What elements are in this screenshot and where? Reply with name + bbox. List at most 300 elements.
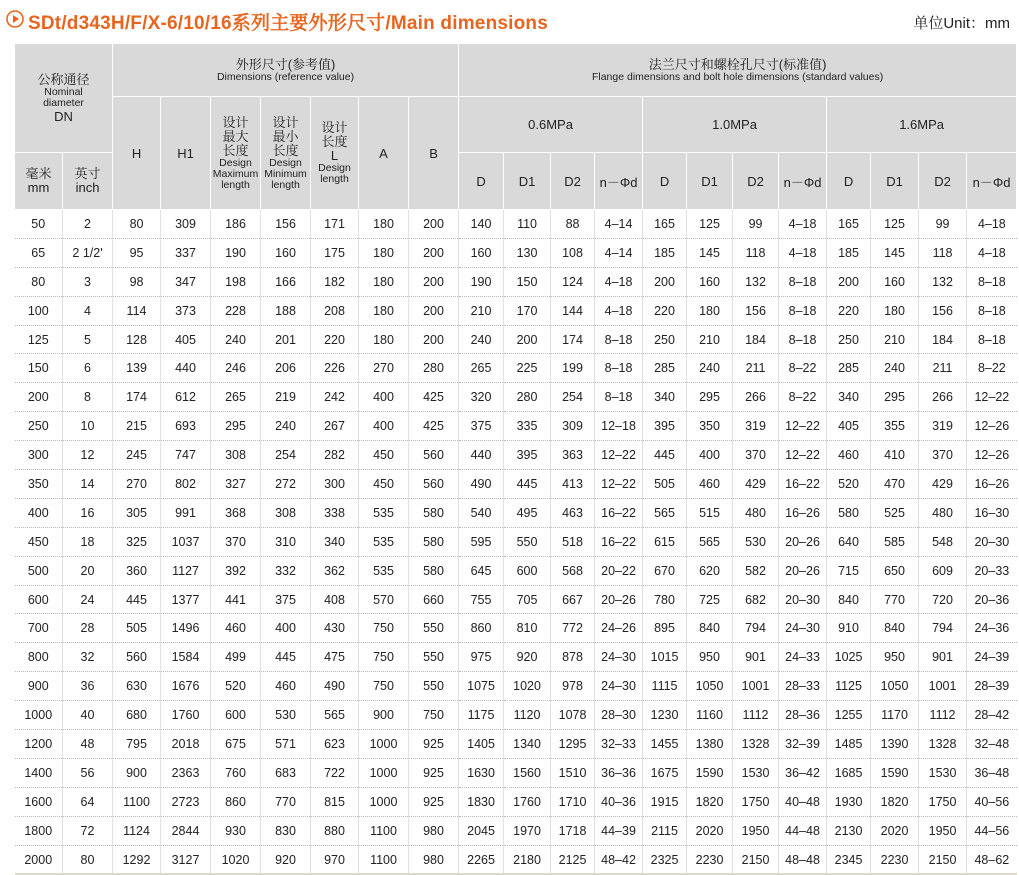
table-cell: 470: [871, 470, 919, 499]
table-cell: 570: [359, 585, 409, 614]
table-cell: 20–36: [967, 585, 1017, 614]
table-cell: 1078: [551, 701, 595, 730]
table-cell: 228: [211, 296, 261, 325]
table-cell: 1125: [827, 672, 871, 701]
table-cell: 335: [504, 412, 551, 441]
table-row: [15, 296, 1017, 325]
table-cell: 18: [63, 527, 113, 556]
design-length-l-header: 设计 长度 L Design length: [311, 97, 359, 210]
table-cell: 970: [311, 845, 359, 874]
table-cell: 24–30: [595, 672, 643, 701]
table-cell: 300: [15, 441, 63, 470]
dimensions-table: [14, 43, 1017, 875]
table-cell: 650: [871, 556, 919, 585]
table-cell: 20–22: [595, 556, 643, 585]
table-cell: 565: [687, 527, 733, 556]
table-cell: 12–26: [967, 412, 1017, 441]
table-cell: 24–33: [779, 643, 827, 672]
table-cell: 350: [687, 412, 733, 441]
table-cell: 530: [733, 527, 779, 556]
table-cell: 285: [827, 354, 871, 383]
flange-header: 法兰尺寸和螺栓孔尺寸(标准值) Flange dimensions and bolt hole dimensions (standard values): [459, 44, 1017, 97]
table-cell: 280: [504, 383, 551, 412]
table-cell: 1328: [919, 730, 967, 759]
table-cell: 10: [63, 412, 113, 441]
table-cell: 1820: [871, 787, 919, 816]
table-cell: 12–26: [967, 441, 1017, 470]
table-cell: 215: [113, 412, 161, 441]
table-cell: 1930: [827, 787, 871, 816]
table-cell: 4–14: [595, 210, 643, 239]
table-cell: 145: [687, 238, 733, 267]
sub-d1-header: D1: [687, 153, 733, 210]
table-cell: 200: [409, 267, 459, 296]
table-cell: 560: [409, 470, 459, 499]
table-cell: 747: [161, 441, 211, 470]
table-cell: 2723: [161, 787, 211, 816]
table-cell: 505: [113, 614, 161, 643]
table-cell: 560: [409, 441, 459, 470]
table-cell: 280: [409, 354, 459, 383]
table-cell: 860: [211, 787, 261, 816]
table-cell: 270: [359, 354, 409, 383]
table-cell: 4–18: [779, 210, 827, 239]
table-cell: 99: [919, 210, 967, 239]
table-cell: 3127: [161, 845, 211, 874]
table-cell: 550: [409, 672, 459, 701]
table-cell: 20–26: [595, 585, 643, 614]
table-cell: 180: [359, 210, 409, 239]
table-cell: 1050: [871, 672, 919, 701]
table-cell: 265: [211, 383, 261, 412]
sub-d2-header: D2: [919, 153, 967, 210]
table-cell: 1496: [161, 614, 211, 643]
table-cell: 44–56: [967, 816, 1017, 845]
table-cell: 585: [871, 527, 919, 556]
table-cell: 925: [409, 730, 459, 759]
table-cell: 2230: [871, 845, 919, 874]
table-cell: 340: [827, 383, 871, 412]
table-row: [15, 210, 1017, 239]
table-cell: 65: [15, 238, 63, 267]
table-cell: 405: [827, 412, 871, 441]
table-cell: 199: [551, 354, 595, 383]
table-cell: 750: [359, 672, 409, 701]
table-cell: 640: [827, 527, 871, 556]
table-cell: 772: [551, 614, 595, 643]
table-cell: 220: [311, 325, 359, 354]
table-cell: 226: [311, 354, 359, 383]
table-cell: 794: [919, 614, 967, 643]
table-cell: 300: [311, 470, 359, 499]
table-cell: 1200: [15, 730, 63, 759]
table-cell: 270: [113, 470, 161, 499]
table-cell: 1001: [919, 672, 967, 701]
table-cell: 615: [643, 527, 687, 556]
table-row: [15, 325, 1017, 354]
table-cell: 978: [551, 672, 595, 701]
table-cell: 206: [261, 354, 311, 383]
table-cell: 200: [827, 267, 871, 296]
table-cell: 1510: [551, 758, 595, 787]
table-cell: 2125: [551, 845, 595, 874]
table-cell: 144: [551, 296, 595, 325]
table-cell: 475: [311, 643, 359, 672]
table-cell: 165: [827, 210, 871, 239]
table-row: [15, 672, 1017, 701]
table-cell: 285: [643, 354, 687, 383]
table-cell: 16: [63, 498, 113, 527]
sub-d-header: D: [643, 153, 687, 210]
table-cell: 1675: [643, 758, 687, 787]
table-cell: 500: [15, 556, 63, 585]
table-cell: 272: [261, 470, 311, 499]
table-cell: 480: [733, 498, 779, 527]
table-cell: 8–18: [967, 325, 1017, 354]
table-cell: 332: [261, 556, 311, 585]
table-cell: 200: [409, 210, 459, 239]
nominal-diameter-header: 公称通径 Nominal diameter DN: [15, 44, 113, 153]
table-cell: 338: [311, 498, 359, 527]
table-cell: 1112: [919, 701, 967, 730]
sub-nd-header: n－Φd: [595, 153, 643, 210]
table-cell: 660: [409, 585, 459, 614]
table-cell: 160: [687, 267, 733, 296]
col-h1-header: H1: [161, 97, 211, 210]
table-cell: 14: [63, 470, 113, 499]
table-cell: 48–42: [595, 845, 643, 874]
table-cell: 895: [643, 614, 687, 643]
table-cell: 254: [551, 383, 595, 412]
table-cell: 1124: [113, 816, 161, 845]
table-cell: 20–30: [779, 585, 827, 614]
table-cell: 445: [504, 470, 551, 499]
table-cell: 2844: [161, 816, 211, 845]
table-cell: 6: [63, 354, 113, 383]
table-cell: 1255: [827, 701, 871, 730]
table-cell: 12–22: [967, 383, 1017, 412]
table-cell: 125: [871, 210, 919, 239]
table-cell: 2130: [827, 816, 871, 845]
table-cell: 250: [643, 325, 687, 354]
table-cell: 535: [359, 527, 409, 556]
table-cell: 12: [63, 441, 113, 470]
table-cell: 450: [359, 441, 409, 470]
table-cell: 2150: [733, 845, 779, 874]
table-cell: 180: [871, 296, 919, 325]
table-cell: 373: [161, 296, 211, 325]
table-cell: 114: [113, 296, 161, 325]
table-cell: 505: [643, 470, 687, 499]
table-row: [15, 816, 1017, 845]
table-cell: 450: [359, 470, 409, 499]
sub-d2-header: D2: [551, 153, 595, 210]
table-cell: 308: [261, 498, 311, 527]
table-cell: 210: [459, 296, 504, 325]
pressure-0-6-header: 0.6MPa: [459, 97, 643, 153]
table-cell: 2115: [643, 816, 687, 845]
table-cell: 609: [919, 556, 967, 585]
table-cell: 1676: [161, 672, 211, 701]
table-cell: 24–39: [967, 643, 1017, 672]
table-cell: 211: [733, 354, 779, 383]
table-cell: 375: [261, 585, 311, 614]
table-cell: 40–56: [967, 787, 1017, 816]
table-cell: 410: [871, 441, 919, 470]
table-cell: 362: [311, 556, 359, 585]
table-cell: 309: [551, 412, 595, 441]
table-cell: 991: [161, 498, 211, 527]
table-cell: 4–18: [595, 267, 643, 296]
table-cell: 8–22: [779, 383, 827, 412]
table-cell: 118: [919, 238, 967, 267]
table-cell: 128: [113, 325, 161, 354]
table-cell: 405: [161, 325, 211, 354]
table-cell: 1584: [161, 643, 211, 672]
table-cell: 480: [919, 498, 967, 527]
table-cell: 48–48: [779, 845, 827, 874]
table-cell: 4–18: [779, 238, 827, 267]
table-cell: 2325: [643, 845, 687, 874]
table-cell: 156: [733, 296, 779, 325]
table-cell: 160: [871, 267, 919, 296]
table-cell: 190: [211, 238, 261, 267]
table-cell: 254: [261, 441, 311, 470]
table-cell: 1127: [161, 556, 211, 585]
table-cell: 1340: [504, 730, 551, 759]
table-cell: 8–18: [967, 267, 1017, 296]
table-cell: 878: [551, 643, 595, 672]
table-cell: 124: [551, 267, 595, 296]
table-cell: 1295: [551, 730, 595, 759]
table-cell: 72: [63, 816, 113, 845]
table-cell: 1710: [551, 787, 595, 816]
table-cell: 1075: [459, 672, 504, 701]
table-cell: 310: [261, 527, 311, 556]
sub-nd-header: n－Φd: [779, 153, 827, 210]
table-cell: 24–30: [779, 614, 827, 643]
table-cell: 363: [551, 441, 595, 470]
table-cell: 8–18: [779, 325, 827, 354]
table-cell: 1760: [504, 787, 551, 816]
table-cell: 174: [113, 383, 161, 412]
table-cell: 200: [643, 267, 687, 296]
table-cell: 400: [15, 498, 63, 527]
table-cell: 1718: [551, 816, 595, 845]
table-cell: 319: [919, 412, 967, 441]
table-cell: 360: [113, 556, 161, 585]
table-cell: 400: [687, 441, 733, 470]
table-cell: 44–39: [595, 816, 643, 845]
table-cell: 308: [211, 441, 261, 470]
table-cell: 645: [459, 556, 504, 585]
table-cell: 50: [15, 210, 63, 239]
table-cell: 250: [827, 325, 871, 354]
table-cell: 795: [113, 730, 161, 759]
table-cell: 246: [211, 354, 261, 383]
table-cell: 5: [63, 325, 113, 354]
table-cell: 171: [311, 210, 359, 239]
table-cell: 160: [261, 238, 311, 267]
table-row: [15, 730, 1017, 759]
table-cell: 920: [504, 643, 551, 672]
table-cell: 460: [687, 470, 733, 499]
table-cell: 240: [687, 354, 733, 383]
table-cell: 266: [919, 383, 967, 412]
table-cell: 720: [919, 585, 967, 614]
table-cell: 190: [459, 267, 504, 296]
table-cell: 1020: [504, 672, 551, 701]
table-row: [15, 614, 1017, 643]
table-cell: 36–36: [595, 758, 643, 787]
table-cell: 571: [261, 730, 311, 759]
table-cell: 794: [733, 614, 779, 643]
table-cell: 40–36: [595, 787, 643, 816]
table-cell: 8–22: [967, 354, 1017, 383]
table-cell: 900: [113, 758, 161, 787]
table-cell: 340: [311, 527, 359, 556]
table-cell: 550: [504, 527, 551, 556]
table-cell: 910: [827, 614, 871, 643]
table-cell: 8–18: [595, 325, 643, 354]
table-cell: 1112: [733, 701, 779, 730]
table-cell: 2020: [871, 816, 919, 845]
table-cell: 240: [261, 412, 311, 441]
table-cell: 925: [409, 787, 459, 816]
table-cell: 24–36: [967, 614, 1017, 643]
table-cell: 548: [919, 527, 967, 556]
table-cell: 1820: [687, 787, 733, 816]
table-row: [15, 354, 1017, 383]
table-cell: 1377: [161, 585, 211, 614]
table-cell: 28–39: [967, 672, 1017, 701]
table-cell: 550: [409, 643, 459, 672]
table-cell: 309: [161, 210, 211, 239]
table-cell: 28: [63, 614, 113, 643]
table-cell: 1530: [919, 758, 967, 787]
table-cell: 36–42: [779, 758, 827, 787]
table-cell: 319: [733, 412, 779, 441]
table-cell: 8–18: [595, 354, 643, 383]
table-cell: 580: [827, 498, 871, 527]
play-circle-icon: [6, 10, 24, 28]
table-cell: 1685: [827, 758, 871, 787]
table-cell: 32–39: [779, 730, 827, 759]
table-cell: 211: [919, 354, 967, 383]
table-row: [15, 845, 1017, 874]
table-cell: 340: [643, 383, 687, 412]
table-cell: 327: [211, 470, 261, 499]
table-cell: 565: [311, 701, 359, 730]
table-cell: 4–18: [595, 296, 643, 325]
sub-d1-header: D1: [504, 153, 551, 210]
table-cell: 1485: [827, 730, 871, 759]
table-cell: 370: [211, 527, 261, 556]
table-cell: 499: [211, 643, 261, 672]
table-cell: 682: [733, 585, 779, 614]
table-cell: 1760: [161, 701, 211, 730]
table-cell: 540: [459, 498, 504, 527]
table-cell: 582: [733, 556, 779, 585]
table-cell: 1750: [733, 787, 779, 816]
table-cell: 370: [919, 441, 967, 470]
table-cell: 600: [15, 585, 63, 614]
table-cell: 266: [733, 383, 779, 412]
col-a-header: A: [359, 97, 409, 210]
table-cell: 267: [311, 412, 359, 441]
table-row: [15, 498, 1017, 527]
table-cell: 429: [733, 470, 779, 499]
table-cell: 201: [261, 325, 311, 354]
table-cell: 400: [359, 383, 409, 412]
table-cell: 705: [504, 585, 551, 614]
table-cell: 725: [687, 585, 733, 614]
table-cell: 1590: [871, 758, 919, 787]
table-cell: 265: [459, 354, 504, 383]
table-cell: 28–42: [967, 701, 1017, 730]
table-cell: 400: [359, 412, 409, 441]
table-cell: 667: [551, 585, 595, 614]
table-cell: 200: [409, 296, 459, 325]
table-cell: 1750: [919, 787, 967, 816]
table-cell: 2045: [459, 816, 504, 845]
table-cell: 16–22: [595, 498, 643, 527]
table-cell: 460: [827, 441, 871, 470]
table-row: [15, 470, 1017, 499]
table-row: [15, 585, 1017, 614]
table-cell: 901: [919, 643, 967, 672]
table-cell: 460: [211, 614, 261, 643]
table-cell: 130: [504, 238, 551, 267]
table-cell: 815: [311, 787, 359, 816]
table-cell: 1000: [15, 701, 63, 730]
table-cell: 925: [409, 758, 459, 787]
dimensions-header: 外形尺寸(参考值) Dimensions (reference value): [113, 44, 459, 97]
table-cell: 2150: [919, 845, 967, 874]
table-cell: 680: [113, 701, 161, 730]
table-cell: 282: [311, 441, 359, 470]
table-cell: 99: [733, 210, 779, 239]
table-cell: 240: [211, 325, 261, 354]
table-cell: 16–22: [779, 470, 827, 499]
table-cell: 600: [504, 556, 551, 585]
table-cell: 36–48: [967, 758, 1017, 787]
table-cell: 1025: [827, 643, 871, 672]
table-cell: 8–18: [779, 267, 827, 296]
table-cell: 200: [504, 325, 551, 354]
table-cell: 560: [113, 643, 161, 672]
table-cell: 1100: [359, 845, 409, 874]
table-cell: 325: [113, 527, 161, 556]
table-cell: 670: [643, 556, 687, 585]
table-cell: 16–26: [967, 470, 1017, 499]
table-cell: 770: [871, 585, 919, 614]
table-cell: 810: [504, 614, 551, 643]
table-cell: 1830: [459, 787, 504, 816]
table-cell: 305: [113, 498, 161, 527]
table-cell: 210: [871, 325, 919, 354]
table-cell: 1600: [15, 787, 63, 816]
table-cell: 2363: [161, 758, 211, 787]
table-cell: 901: [733, 643, 779, 672]
table-cell: 408: [311, 585, 359, 614]
table-cell: 1390: [871, 730, 919, 759]
table-cell: 12–22: [595, 441, 643, 470]
sub-nd-header: n－Φd: [967, 153, 1017, 210]
table-cell: 12–22: [595, 470, 643, 499]
table-cell: 900: [15, 672, 63, 701]
table-cell: 166: [261, 267, 311, 296]
